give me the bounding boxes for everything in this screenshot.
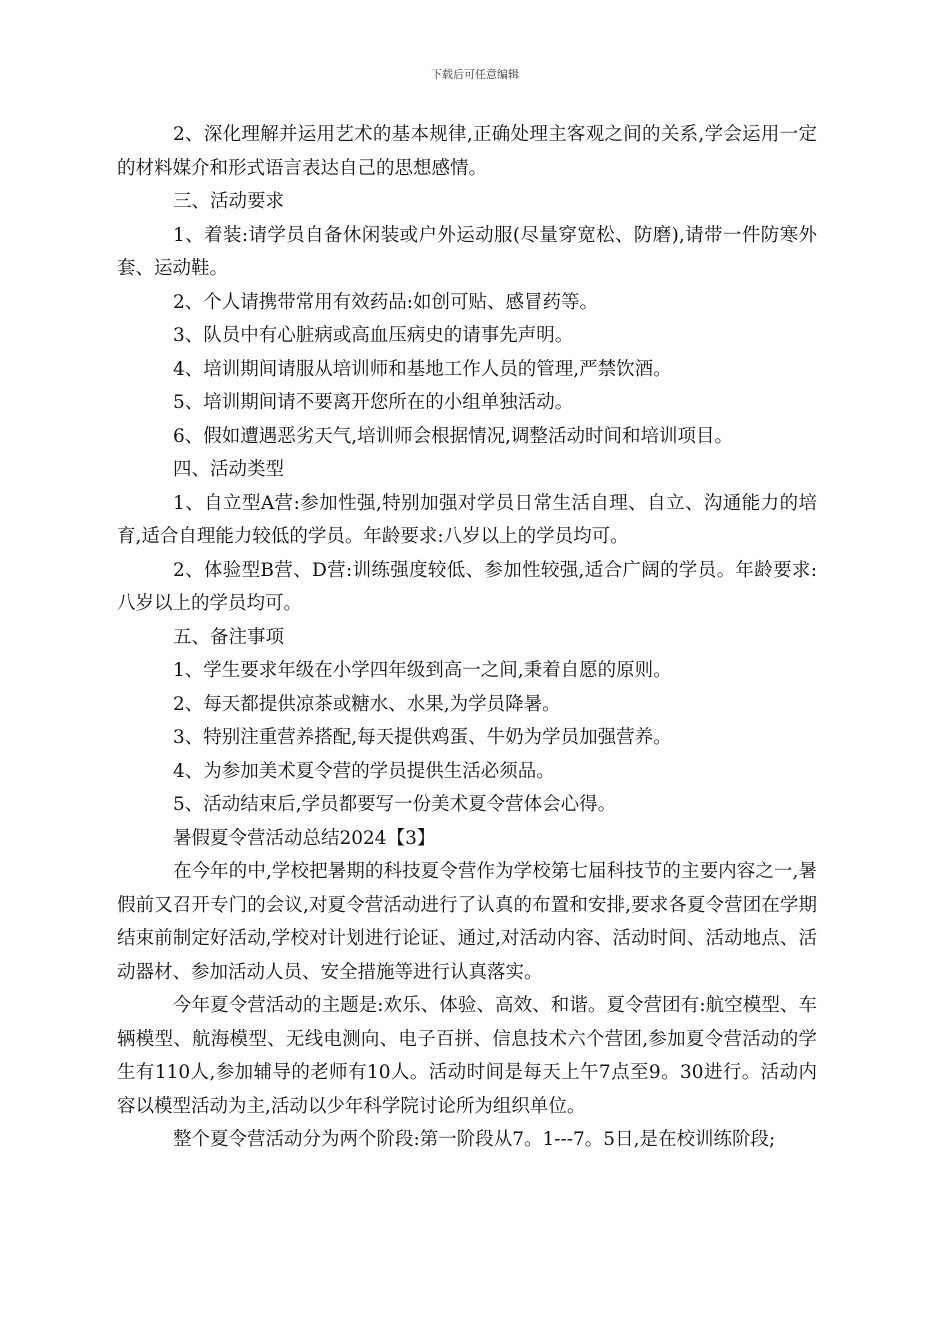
paragraph: 2、体验型B营、D营:训练强度较低、参加性较强,适合广阔的学员。年龄要求:八岁以上的学员均可。 xyxy=(117,559,817,614)
paragraph: 5、培训期间请不要离开您所在的小组单独活动。 xyxy=(173,392,574,413)
paragraph: 2、深化理解并运用艺术的基本规律,正确处理主客观之间的关系,学会运用一定的材料媒介和形式语言表达自己的思想感情。 xyxy=(117,124,817,179)
paragraph: 4、为参加美术夏令营的学员提供生活必须品。 xyxy=(173,760,555,782)
paragraph: 4、培训期间请服从培训师和基地工作人员的管理,严禁饮酒。 xyxy=(173,358,672,380)
paragraph: 今年夏令营活动的主题是:欢乐、体验、高效、和谐。夏令营团有:航空模型、车辆模型、航海模型、无线电测向、电子百拼、信息技术六个营团,参加夏令营活动的学生有110人,参加辅导的老师有10人。活动时间是每天上午7点至9。30进行。活动内容以模型活动为主,活动以少年科学院讨论所为组织单位。 xyxy=(117,995,817,1117)
paragraph: 6、假如遭遇恶劣天气,培训师会根据情况,调整活动时间和培训项目。 xyxy=(173,425,734,447)
paragraph: 2、个人请携带常用有效药品:如创可贴、感冒药等。 xyxy=(173,291,599,313)
paragraph: 3、队员中有心脏病或高血压病史的请事先声明。 xyxy=(173,325,574,346)
paragraph: 在今年的中,学校把暑期的科技夏令营作为学校第七届科技节的主要内容之一,暑假前又召开专门的会议,对夏令营活动进行了认真的布置和安排,要求各夏令营团在学期结束前制定好活动,学校对计划进行论证、通过,对活动内容、活动时间、活动地点、活动器材、参加活动人员、安全措施等进行认真落实。 xyxy=(117,861,817,983)
section-heading: 三、活动要求 xyxy=(173,191,285,212)
paragraph: 1、学生要求年级在小学四年级到高一之间,秉着自愿的原则。 xyxy=(173,660,672,681)
paragraph: 3、特别注重营养搭配,每天提供鸡蛋、牛奶为学员加强营养。 xyxy=(173,727,672,748)
paragraph: 5、活动结束后,学员都要写一份美术夏令营体会心得。 xyxy=(173,794,617,815)
paragraph: 1、自立型A营:参加性强,特别加强对学员日常生活自理、自立、沟通能力的培育,适合自理能力较低的学员。年龄要求:八岁以上的学员均可。 xyxy=(117,492,817,547)
section-heading: 五、备注事项 xyxy=(173,626,285,648)
article-title: 暑假夏令营活动总结2024【3】 xyxy=(173,827,436,849)
paragraph: 1、着装:请学员自备休闲装或户外运动服(尽量穿宽松、防磨),请带一件防寒外套、运动鞋。 xyxy=(117,224,817,279)
paragraph: 整个夏令营活动分为两个阶段:第一阶段从7。1---7。5日,是在校训练阶段; xyxy=(173,1129,776,1150)
section-heading: 四、活动类型 xyxy=(173,459,285,480)
page-header: 下载后可任意编辑 xyxy=(431,68,519,81)
paragraph: 2、每天都提供凉茶或糖水、水果,为学员降暑。 xyxy=(173,693,561,715)
document-body xyxy=(117,118,817,1157)
